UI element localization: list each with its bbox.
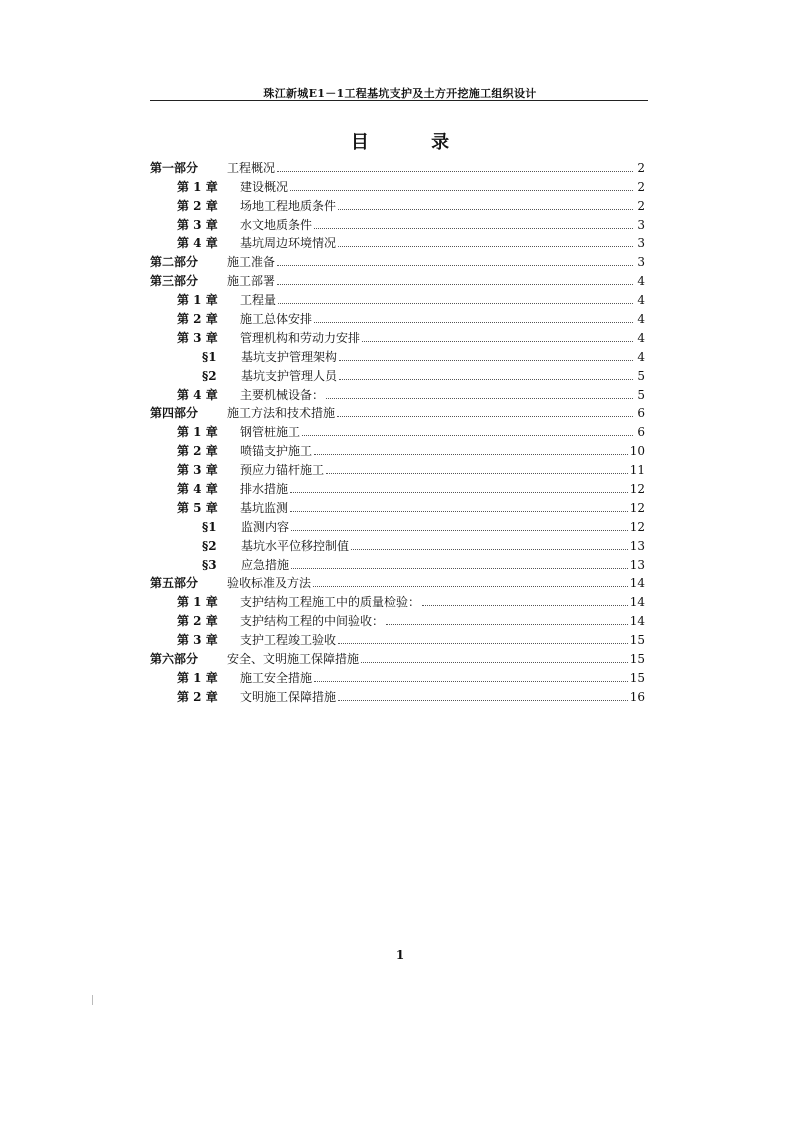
toc-entry-label: 第 1 章 <box>177 670 218 685</box>
toc-entry-page: 15 <box>629 652 645 667</box>
toc-entry-section[interactable] <box>150 553 645 572</box>
toc-entry-title: 施工准备 <box>227 255 276 270</box>
toc-entry-page: 4 <box>637 312 645 327</box>
toc-entry-page: 3 <box>637 217 645 232</box>
toc-entry-section[interactable] <box>150 534 645 553</box>
toc-entry-chapter[interactable] <box>150 307 645 326</box>
toc-dot-leader <box>338 246 633 247</box>
toc-entry-title: 工程概况 <box>227 160 276 175</box>
toc-entry-label: 第 2 章 <box>177 689 218 704</box>
toc-dot-leader <box>291 530 628 531</box>
toc-entry-part[interactable] <box>150 572 645 591</box>
toc-entry-chapter[interactable] <box>150 477 645 496</box>
toc-entry-title: 建设概况 <box>240 179 289 194</box>
toc-dot-leader <box>422 605 628 606</box>
toc-entry-chapter[interactable] <box>150 666 645 685</box>
toc-entry-label: §1 <box>202 349 217 364</box>
toc-entry-label: 第 2 章 <box>177 312 218 327</box>
toc-entry-chapter[interactable] <box>150 420 645 439</box>
scan-edge-mark <box>92 995 93 1005</box>
toc-entry-label: §3 <box>202 557 217 572</box>
toc-entry-page: 12 <box>629 482 645 497</box>
toc-entry-title: 支护结构工程施工中的质量检验： <box>240 595 421 610</box>
toc-entry-label: 第 3 章 <box>177 463 218 478</box>
toc-entry-title: 安全、文明施工保障措施 <box>227 652 360 667</box>
toc-entry-title: 钢管桩施工 <box>240 425 301 440</box>
toc-dot-leader <box>313 586 628 587</box>
toc-entry-page: 4 <box>637 349 645 364</box>
toc-entry-label: 第三部分 <box>150 274 199 289</box>
toc-entry-page: 6 <box>637 406 645 421</box>
toc-entry-label: 第六部分 <box>150 652 199 667</box>
toc-entry-page: 4 <box>637 293 645 308</box>
toc-entry-label: 第四部分 <box>150 406 199 421</box>
toc-entry-title: 场地工程地质条件 <box>240 198 337 213</box>
toc-entry-page: 15 <box>629 633 645 648</box>
toc-entry-label: 第 3 章 <box>177 330 218 345</box>
toc-heading: 目 录 <box>350 132 478 153</box>
toc-entry-chapter[interactable] <box>150 175 645 194</box>
toc-entry-label: 第 2 章 <box>177 444 218 459</box>
toc-entry-label: 第 5 章 <box>177 500 218 515</box>
toc-entry-page: 13 <box>629 557 645 572</box>
toc-entry-title: 主要机械设备： <box>240 387 325 402</box>
toc-entry-label: 第 3 章 <box>177 217 218 232</box>
toc-entry-title: 监测内容 <box>241 519 290 534</box>
toc-entry-label: 第 2 章 <box>177 614 218 629</box>
header-divider <box>150 100 648 101</box>
toc-dot-leader <box>326 398 633 399</box>
toc-entry-title: 预应力锚杆施工 <box>240 463 325 478</box>
toc-entry-title: 施工部署 <box>227 274 276 289</box>
toc-entry-title: 支护结构工程的中间验收： <box>240 614 385 629</box>
toc-entry-part[interactable] <box>150 402 645 421</box>
toc-entry-label: 第 1 章 <box>177 425 218 440</box>
toc-dot-leader <box>362 341 633 342</box>
toc-entry-page: 3 <box>637 255 645 270</box>
toc-dot-leader <box>278 303 633 304</box>
toc-entry-title: 支护工程竣工验收 <box>240 633 337 648</box>
toc-dot-leader <box>291 568 628 569</box>
toc-entry-chapter[interactable] <box>150 590 645 609</box>
toc-entry-page: 10 <box>629 444 645 459</box>
toc-entry-label: 第 1 章 <box>177 293 218 308</box>
toc-entry-chapter[interactable] <box>150 628 645 647</box>
toc-entry-section[interactable] <box>150 364 645 383</box>
document-header-title: 珠江新城E1－1工程基坑支护及土方开挖施工组织设计 <box>263 87 537 100</box>
toc-entry-part[interactable] <box>150 647 645 666</box>
toc-entry-page: 2 <box>637 198 645 213</box>
toc-dot-leader <box>277 265 633 266</box>
toc-entry-page: 12 <box>629 500 645 515</box>
table-of-contents <box>150 156 645 704</box>
toc-entry-page: 13 <box>629 538 645 553</box>
toc-entry-title: 管理机构和劳动力安排 <box>240 330 361 345</box>
toc-entry-title: 验收标准及方法 <box>227 576 312 591</box>
toc-entry-title: 基坑周边环境情况 <box>240 236 337 251</box>
toc-entry-page: 6 <box>637 425 645 440</box>
page-number: 1 <box>395 948 405 962</box>
toc-dot-leader <box>339 360 633 361</box>
toc-dot-leader <box>314 322 633 323</box>
toc-entry-part[interactable] <box>150 156 645 175</box>
toc-entry-label: §2 <box>202 538 217 553</box>
toc-entry-part[interactable] <box>150 250 645 269</box>
toc-entry-label: 第 4 章 <box>177 482 218 497</box>
toc-dot-leader <box>290 190 633 191</box>
toc-entry-label: 第五部分 <box>150 576 199 591</box>
toc-entry-chapter[interactable] <box>150 326 645 345</box>
toc-entry-chapter[interactable] <box>150 288 645 307</box>
toc-dot-leader <box>351 549 628 550</box>
toc-dot-leader <box>338 700 628 701</box>
toc-entry-chapter[interactable] <box>150 685 645 704</box>
toc-entry-page: 4 <box>637 274 645 289</box>
toc-entry-label: §2 <box>202 368 217 383</box>
toc-dot-leader <box>361 662 628 663</box>
toc-entry-chapter[interactable] <box>150 458 645 477</box>
toc-entry-page: 2 <box>637 160 645 175</box>
toc-entry-page: 15 <box>629 670 645 685</box>
toc-entry-page: 11 <box>629 463 645 478</box>
toc-dot-leader <box>386 624 628 625</box>
toc-entry-title: 基坑支护管理人员 <box>241 368 338 383</box>
toc-dot-leader <box>277 284 633 285</box>
toc-entry-title: 喷锚支护施工 <box>240 444 313 459</box>
toc-entry-label: 第一部分 <box>150 160 199 175</box>
toc-dot-leader <box>326 473 628 474</box>
toc-entry-title: 水文地质条件 <box>240 217 313 232</box>
toc-entry-chapter[interactable] <box>150 439 645 458</box>
toc-entry-chapter[interactable] <box>150 496 645 515</box>
toc-entry-page: 14 <box>629 614 645 629</box>
toc-dot-leader <box>337 416 633 417</box>
toc-entry-page: 12 <box>629 519 645 534</box>
toc-entry-page: 14 <box>629 595 645 610</box>
toc-entry-title: 工程量 <box>240 293 277 308</box>
toc-entry-title: 施工安全措施 <box>240 670 313 685</box>
toc-entry-chapter[interactable] <box>150 213 645 232</box>
toc-entry-title: 施工总体安排 <box>240 312 313 327</box>
toc-entry-page: 5 <box>637 387 645 402</box>
toc-dot-leader <box>277 171 633 172</box>
toc-entry-page: 4 <box>637 330 645 345</box>
toc-entry-title: 基坑水平位移控制值 <box>241 538 350 553</box>
toc-entry-chapter[interactable] <box>150 194 645 213</box>
toc-entry-label: 第 1 章 <box>177 595 218 610</box>
toc-entry-section[interactable] <box>150 345 645 364</box>
toc-entry-section[interactable] <box>150 515 645 534</box>
toc-dot-leader <box>302 435 633 436</box>
toc-entry-page: 5 <box>637 368 645 383</box>
toc-entry-title: 基坑支护管理架构 <box>241 349 338 364</box>
toc-entry-title: 应急措施 <box>241 557 290 572</box>
toc-dot-leader <box>338 209 633 210</box>
toc-dot-leader <box>290 511 628 512</box>
toc-entry-page: 14 <box>629 576 645 591</box>
toc-entry-page: 2 <box>637 179 645 194</box>
toc-entry-label: 第 2 章 <box>177 198 218 213</box>
toc-dot-leader <box>290 492 628 493</box>
toc-entry-label: §1 <box>202 519 217 534</box>
toc-entry-title: 排水措施 <box>240 482 289 497</box>
toc-entry-label: 第 4 章 <box>177 387 218 402</box>
toc-dot-leader <box>338 643 628 644</box>
toc-entry-label: 第 3 章 <box>177 633 218 648</box>
toc-dot-leader <box>314 681 628 682</box>
toc-entry-label: 第 1 章 <box>177 179 218 194</box>
toc-entry-page: 3 <box>637 236 645 251</box>
toc-entry-label: 第 4 章 <box>177 236 218 251</box>
toc-entry-title: 施工方法和技术措施 <box>227 406 336 421</box>
toc-dot-leader <box>339 379 633 380</box>
toc-entry-page: 16 <box>629 689 645 704</box>
toc-entry-chapter[interactable] <box>150 232 645 251</box>
toc-entry-label: 第二部分 <box>150 255 199 270</box>
toc-dot-leader <box>314 228 633 229</box>
toc-entry-title: 基坑监测 <box>240 500 289 515</box>
toc-entry-chapter[interactable] <box>150 609 645 628</box>
toc-entry-part[interactable] <box>150 269 645 288</box>
toc-entry-title: 文明施工保障措施 <box>240 689 337 704</box>
toc-entry-chapter[interactable] <box>150 383 645 402</box>
toc-dot-leader <box>314 454 628 455</box>
